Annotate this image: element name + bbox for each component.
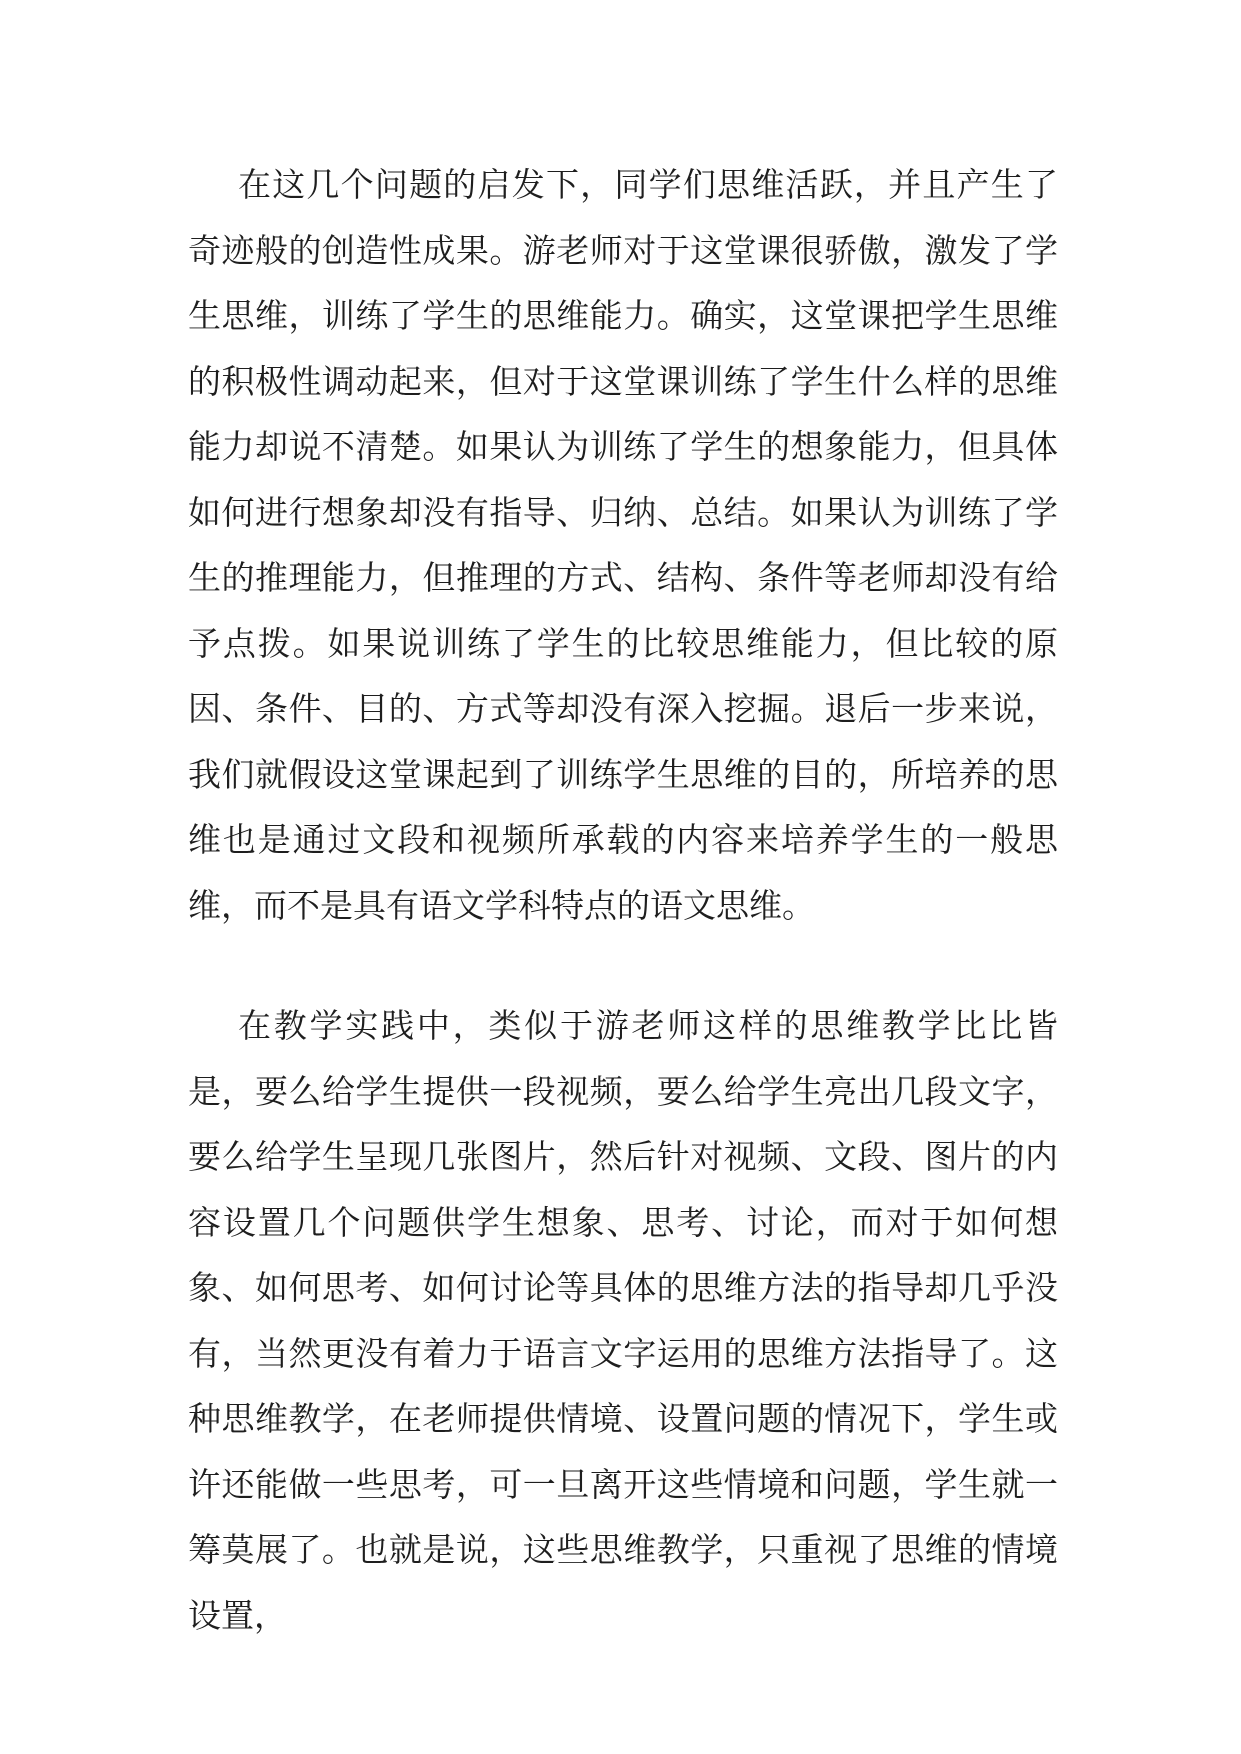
body-paragraph: 在这几个问题的启发下，同学们思维活跃，并且产生了奇迹般的创造性成果。游老师对于这堂课很骄傲，激发了学生思维，训练了学生的思维能力。确实，这堂课把学生思维的积极性调动起来，但对于这堂课训练了学生什么样的思维能力却说不清楚。如果认为训练了学生的想象能力，但具体如何进行想象却没有指导、归纳、总结。如果认为训练了学生的推理能力，但推理的方式、结构、条件等老师却没有给予点拨。如果说训练了学生的比较思维能力，但比较的原因、条件、目的、方式等却没有深入挖掘。退后一步来说，我们就假设这堂课起到了训练学生思维的目的，所培养的思维也是通过文段和视频所承载的内容来培养学生的一般思维，而不是具有语文学科特点的语文思维。 xyxy=(188,165,1058,925)
body-paragraph: 在教学实践中，类似于游老师这样的思维教学比比皆是，要么给学生提供一段视频，要么给学生亮出几段文字，要么给学生呈现几张图片，然后针对视频、文段、图片的内容设置几个问题供学生想象、思考、讨论，而对于如何想象、如何思考、如何讨论等具体的思维方法的指导却几乎没有，当然更没有着力于语言文字运用的思维方法指导了。这种思维教学，在老师提供情境、设置问题的情况下，学生或许还能做一些思考，可一旦离开这些情境和问题，学生就一筹莫展了。也就是说，这些思维教学，只重视了思维的情境设置， xyxy=(188,1006,1058,1635)
